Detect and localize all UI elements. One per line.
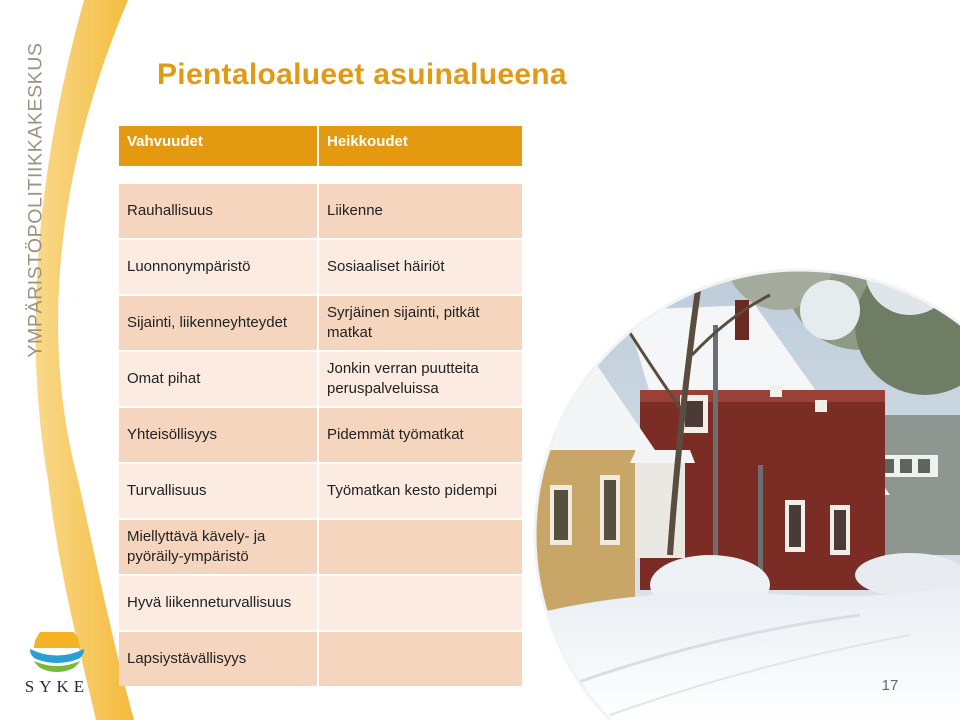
weakness-cell: Jonkin verran puutteita peruspalveluissa <box>319 350 522 406</box>
vertical-brand-text: YMPÄRISTÖPOLITIIKKAKESKUS <box>24 42 47 358</box>
table-row <box>119 238 522 294</box>
snowy-houses-photo <box>530 215 960 720</box>
strength-cell: Luonnonympäristö <box>119 238 319 294</box>
weakness-cell <box>319 518 522 574</box>
strength-cell: Rauhallisuus <box>119 182 319 238</box>
header-gap <box>119 166 522 182</box>
swot-table <box>119 126 522 686</box>
weakness-cell <box>319 574 522 630</box>
table-row <box>119 518 522 574</box>
strength-cell: Omat pihat <box>119 350 319 406</box>
strength-cell: Sijainti, liikenneyhteydet <box>119 294 319 350</box>
table-row <box>119 406 522 462</box>
table-row <box>119 462 522 518</box>
header-strengths: Vahvuudet <box>119 126 319 166</box>
strength-cell: Turvallisuus <box>119 462 319 518</box>
strength-cell: Miellyttävä kävely- ja pyöräily-ympäristö <box>119 518 319 574</box>
table-row <box>119 630 522 686</box>
weakness-cell: Pidemmät työmatkat <box>319 406 522 462</box>
logo-text: SYKE <box>24 677 90 696</box>
slide-title: Pientaloalueet asuinalueena <box>157 58 567 91</box>
weakness-cell: Sosiaaliset häiriöt <box>319 238 522 294</box>
table-row <box>119 350 522 406</box>
table-header-row <box>119 126 522 166</box>
strength-cell: Yhteisöllisyys <box>119 406 319 462</box>
header-weaknesses: Heikkoudet <box>319 126 522 166</box>
page-number: 17 <box>881 677 899 694</box>
table-row <box>119 294 522 350</box>
weakness-cell: Liikenne <box>319 182 522 238</box>
table-row <box>119 574 522 630</box>
weakness-cell: Syrjäinen sijainti, pitkät matkat <box>319 294 522 350</box>
weakness-cell: Työmatkan kesto pidempi <box>319 462 522 518</box>
weakness-cell <box>319 630 522 686</box>
strength-cell: Hyvä liikenneturvallisuus <box>119 574 319 630</box>
strength-cell: Lapsiystävällisyys <box>119 630 319 686</box>
table-row <box>119 182 522 238</box>
